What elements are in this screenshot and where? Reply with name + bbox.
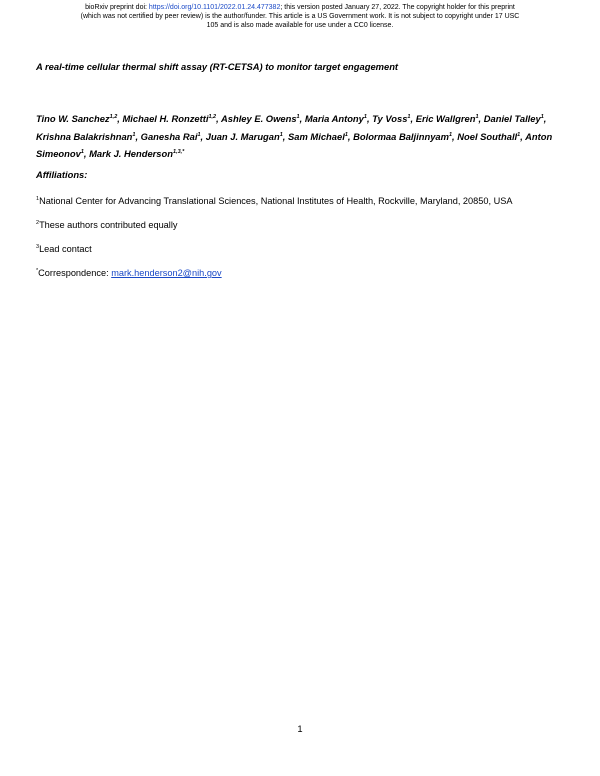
author-name: Anton Simeonov [36,130,553,159]
author-separator: , [366,113,373,124]
author [484,113,547,124]
author-name: Michael H. Ronzetti [122,113,209,124]
author-separator: , [200,130,206,142]
author-affiliation-sup: 1 [517,131,521,138]
correspondence-sup: * [36,267,39,274]
author [372,113,416,124]
correspondence-email-link[interactable]: mark.henderson2@nih.gov [111,268,222,278]
author-separator: , [478,113,484,124]
note-equal-contribution [36,219,566,231]
author-list [36,110,564,163]
author-affiliation-sup: 1 [296,113,300,120]
header-line-1 [40,3,560,12]
author-affiliation-sup: 1,3,* [172,148,185,155]
header-suffix: ; this version posted January 27, 2022. The copyright holder for this preprint [280,4,515,11]
correspondence-label: Correspondence: [38,268,112,278]
note-3-sup: 3 [36,243,40,250]
author-name: Noel Southall [457,130,518,142]
affiliation-1-sup: 1 [36,195,40,202]
author [288,131,353,142]
author-separator: , [543,113,547,124]
author-separator: , [282,130,289,142]
author-name: Juan J. Marugan [205,130,280,142]
author-separator: , [299,113,305,124]
author-separator: , [216,113,221,124]
author [457,131,525,142]
author-name: Sam Michael [288,130,345,142]
author-affiliation-sup: 1 [475,113,479,120]
author-separator: , [520,130,526,142]
author-name: Bolormaa Baljinnyam [353,130,449,142]
author [416,113,484,124]
author-name: Daniel Talley [483,113,541,124]
author-affiliation-sup: 1 [80,148,84,155]
author-name: Mark J. Henderson [89,148,173,159]
note-2-text: These authors contributed equally [39,220,178,230]
affiliations-heading: Affiliations: [36,169,88,180]
author-separator: , [452,130,458,142]
author [141,131,206,142]
author-separator: , [347,130,354,142]
doi-link[interactable]: https://doi.org/10.1101/2022.01.24.477382 [148,4,281,11]
author [353,131,457,142]
author-affiliation-sup: 1 [407,113,411,120]
author-name: Eric Wallgren [415,113,476,124]
affiliation-1 [36,195,566,207]
author-name: Ganesha Rai [140,130,198,142]
author-separator: , [117,113,123,124]
author-separator: , [135,130,141,142]
note-2-sup: 2 [36,219,40,226]
author-affiliation-sup: 1 [363,113,367,120]
author-name: Ty Voss [372,113,408,124]
author [36,131,141,142]
author-affiliation-sup: 1 [344,131,348,138]
correspondence [36,267,566,279]
author-affiliation-sup: 1 [279,131,283,138]
author-name: Ashley E. Owens [220,113,297,124]
author-name: Krishna Balakrishnan [36,130,133,142]
header-prefix: bioRxiv preprint doi: [85,4,149,11]
author-separator: , [410,113,416,124]
author-affiliation-sup: 1 [448,131,453,138]
author [221,113,305,124]
author [305,113,372,124]
author-affiliation-sup: 1,2 [208,113,217,120]
note-3-text: Lead contact [39,244,92,254]
author [36,113,123,124]
author-name: Maria Antony [304,113,364,124]
author-affiliation-sup: 1 [540,113,544,120]
header-line-2: (which was not certified by peer review) is the author/funder. This article is a US Government work. It is not subject to copyright under 17 USC [80,13,520,20]
author-affiliation-sup: 1 [132,131,136,138]
author [206,131,288,142]
note-lead-contact [36,243,566,255]
author-affiliation-sup: 1 [197,131,201,138]
author [123,113,221,124]
author-affiliation-sup: 1,2 [109,113,118,120]
page-number: 1 [297,723,303,734]
author-separator: , [83,148,90,159]
author [89,148,184,159]
paper-title: A real-time cellular thermal shift assay (RT-CETSA) to monitor target engagement [36,61,399,72]
header-line-3: 105 and is also made available for use under a CC0 license. [206,22,394,29]
affiliation-1-text: National Center for Advancing Translational Sciences, National Institutes of Health, Rockville, Maryland, 20850, USA [39,196,513,206]
author-name: Tino W. Sanchez [36,113,110,124]
preprint-header [40,3,560,30]
